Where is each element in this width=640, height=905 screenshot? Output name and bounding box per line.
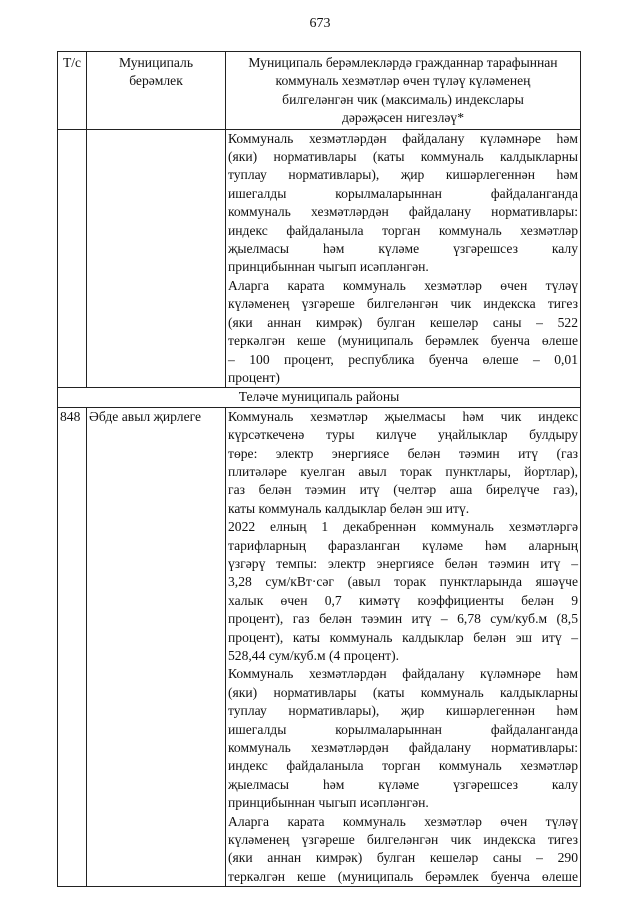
table-header-row xyxy=(58,52,581,130)
text-line: Аларга карата коммуналь хезмәтләр өчен түләү xyxy=(228,277,578,293)
text-line: процент), газ белән тәэмин итү – 6,78 сум/куб.м (8,5 xyxy=(228,611,578,627)
text-line: тарифларның фаразланган күләме һәм аларның xyxy=(228,537,578,553)
text-line: ишегалды корылмаларыннан файдаланганда xyxy=(228,721,578,737)
text-line: Коммуналь хезмәтләрдән файдалану күләмнәре һәм xyxy=(228,130,578,146)
table-row-region xyxy=(58,388,581,407)
text-line: теркәлгән кеше (муниципаль берәмлек буенча өлеше xyxy=(228,333,578,349)
text-line: күләменең үзгәреше билгеләнгән чик индекска тигез xyxy=(228,296,578,312)
text-line: ишегалды корылмаларыннан файдаланганда xyxy=(228,185,578,201)
text-line: коммуналь хезмәтләр өчен түләү күләменең xyxy=(275,73,531,89)
row-number: 848 xyxy=(58,407,87,887)
text-line: Коммуналь хезмәтләрдән файдалану күләмнәре һәм xyxy=(228,666,578,682)
paragraph xyxy=(228,665,578,812)
header-number: Т/с xyxy=(58,52,87,130)
cell-empty-number xyxy=(58,129,87,388)
text-line: плитәләре куелган авыл торак пунктлары, йортлар), xyxy=(228,463,578,479)
text-line: – 100 процент, республика буенча өлеше – 0,01 xyxy=(228,351,578,367)
text-line: Муниципаль берәмлекләрдә гражданнар тарафыннан xyxy=(248,55,558,70)
text-line: 2022 елның 1 декабреннән коммуналь хезмәтләргә xyxy=(228,519,578,535)
text-line: Коммуналь хезмәтләр җыелмасы һәм чик индекс xyxy=(228,408,578,424)
municipality-name: Әбде авыл җирлеге xyxy=(87,407,226,887)
paragraph xyxy=(228,277,578,387)
text-line: берәмлек xyxy=(129,73,183,89)
text-line: коммуналь хезмәтләрдән файдалану нормативлары: xyxy=(228,740,578,756)
text-line: индекс файдаланыла торган коммуналь хезмәтләр xyxy=(228,222,578,238)
text-line: газ белән тәэмин итү (челтәр аша бирелүче газ), xyxy=(228,482,578,498)
header-justification-lines xyxy=(228,54,578,128)
cell-justification xyxy=(226,129,581,388)
paragraph xyxy=(228,408,578,518)
text-line: туплау нормативлары), җир кишәрлегеннән һәм xyxy=(228,167,578,183)
header-municipality xyxy=(87,52,226,130)
table-row-848 xyxy=(58,407,581,887)
text-line: (яки аннан кимрәк) булган кешеләр саны – 522 xyxy=(228,314,578,330)
text-line: индекс файдаланыла торган коммуналь хезмәтләр xyxy=(228,758,578,774)
text-line: дәрәҗәсен нигезләү* xyxy=(341,110,465,126)
text-line: теркәлгән кеше (муниципаль берәмлек буенча өлеше xyxy=(228,868,578,884)
text-line: (яки) нормативлары (каты коммуналь калдыкларны xyxy=(228,684,578,700)
paragraph xyxy=(228,813,578,887)
page-number: 673 xyxy=(309,16,331,31)
text-line: үзгәрү темпы: электр энергиясе белән тәэмин итү – xyxy=(228,555,578,571)
header-municipality-lines xyxy=(89,54,223,91)
text-line: җыелмасы һәм күләме үзгәрешсез калу xyxy=(228,776,578,792)
text-line: процент) xyxy=(228,369,280,385)
text-line: туплау нормативлары), җир кишәрлегеннән һәм xyxy=(228,703,578,719)
text-line: төре: электр энергиясе белән тәэмин итү (газ xyxy=(228,445,578,461)
index-table xyxy=(57,51,581,887)
region-title: Теләче муниципаль районы xyxy=(58,388,581,407)
text-line: Муниципаль xyxy=(118,55,194,70)
text-line: халык өчен 0,7 кимәтү коэффициенты белән 9 xyxy=(228,592,578,608)
paragraph xyxy=(228,518,578,665)
text-line: (яки) нормативлары (каты коммуналь калдыкларны xyxy=(228,149,578,165)
text-line: (яки аннан кимрәк) булган кешеләр саны – 290 xyxy=(228,850,578,866)
paragraph xyxy=(228,130,578,277)
text-line: коммуналь хезмәтләрдән файдалану нормативлары: xyxy=(228,204,578,220)
text-line: җыелмасы һәм күләме үзгәрешсез калу xyxy=(228,241,578,257)
text-line: 3,28 сум/кВт·сәг (авыл торак пунктларында яшәүче xyxy=(228,574,578,590)
text-line: күрсәткеченә туры килүче уңайлыклар булдыру xyxy=(228,427,578,443)
header-justification xyxy=(226,52,581,130)
text-line: принцибыннан чыгып исәпләнгән. xyxy=(228,795,429,811)
text-line: принцибыннан чыгып исәпләнгән. xyxy=(228,259,429,275)
text-line: күләменең үзгәреше билгеләнгән чик индекска тигез xyxy=(228,832,578,848)
cell-justification xyxy=(226,407,581,887)
text-line: каты коммуналь калдыклар белән эш итү. xyxy=(228,500,470,516)
table-row-continuation xyxy=(58,129,581,388)
text-line: 528,44 сум/куб.м (4 процент). xyxy=(228,648,400,663)
text-line: билгеләнгән чик (максималь) индекслары xyxy=(282,91,524,107)
text-line: Аларга карата коммуналь хезмәтләр өчен түләү xyxy=(228,813,578,829)
cell-empty-municipality xyxy=(87,129,226,388)
text-line: процент), каты коммуналь калдыклар белән эш итү – xyxy=(228,629,578,645)
